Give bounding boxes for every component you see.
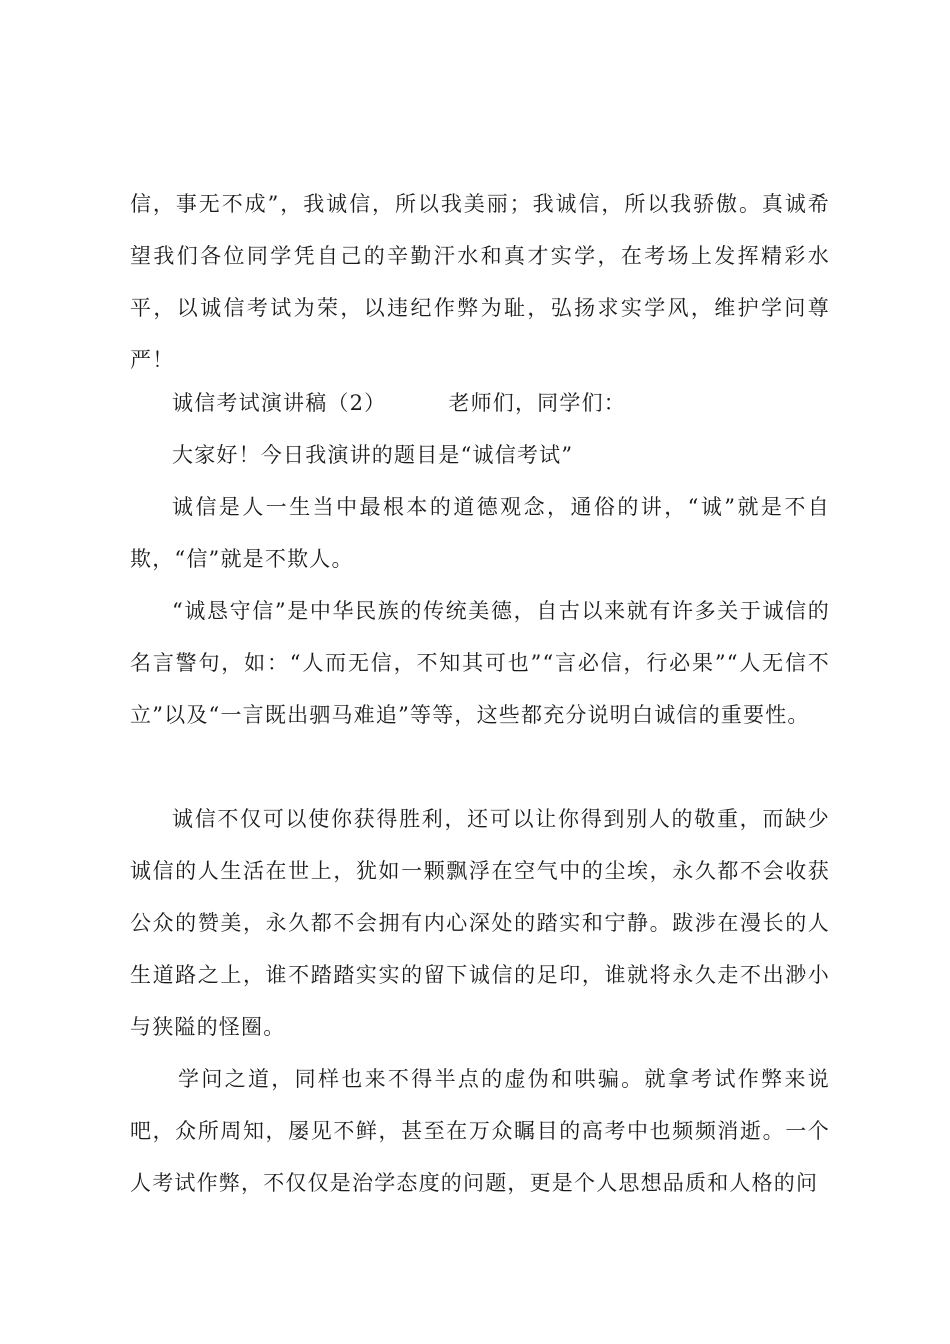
speech-title: 诚信考试演讲稿（2）: [172, 391, 387, 415]
speech-greeting: 老师们，同学们：: [448, 391, 626, 415]
paragraph-definition: 诚信是人一生当中最根本的道德观念，通俗的讲，“诚”就是不自欺，“信”就是不欺人。: [130, 495, 830, 571]
paragraph-learning: 学问之道，同样也来不得半点的虚伪和哄骗。就拿考试作弊来说吧，众所周知，屡见不鲜，甚至在万众瞩目的高考中也频频消逝。一个人考试作弊，不仅仅是治学态度的问题，更是个人思想品质和人格的问: [130, 1067, 830, 1195]
paragraph-tradition: “诚恳守信”是中华民族的传统美德，自古以来就有许多关于诚信的名言警句，如：“人而无信，不知其可也”“言必信，行必果”“人无信不立”以及“一言既出驷马难追”等等，这些都充分说明白诚信的重要性。: [130, 599, 830, 727]
speech-heading-line: [172, 377, 626, 429]
paragraph-opening: 大家好！今日我演讲的题目是“诚信考试”: [172, 443, 574, 467]
paragraph-benefits: 诚信不仅可以使你获得胜利，还可以让你得到别人的敬重，而缺少诚信的人生活在世上，犹如一颗飘浮在空气中的尘埃，永久都不会收获公众的赞美，永久都不会拥有内心深处的踏实和宁静。跋涉在漫长的人生道路之上，谁不踏踏实实的留下诚信的足印，谁就将永久走不出渺小与狭隘的怪圈。: [130, 807, 830, 1039]
paragraph-closing: 信，事无不成”，我诚信，所以我美丽；我诚信，所以我骄傲。真诚希望我们各位同学凭自己的辛勤汗水和真才实学，在考场上发挥精彩水平，以诚信考试为荣，以违纪作弊为耻，弘扬求实学风，维护学问尊严！: [130, 192, 830, 372]
